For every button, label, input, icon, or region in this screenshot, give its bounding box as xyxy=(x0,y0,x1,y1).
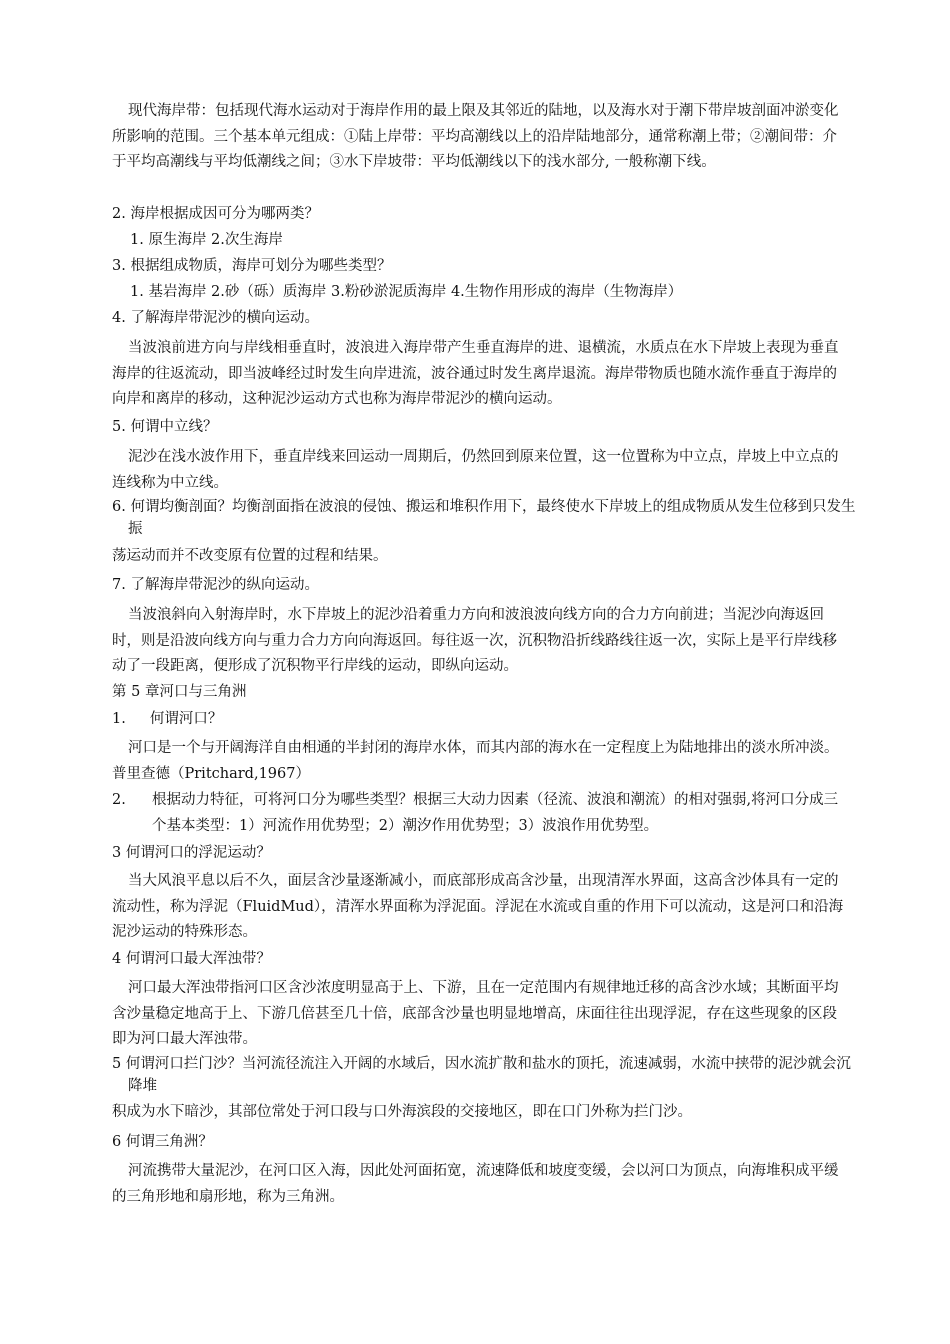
chapter-answer-4: 河口最大浑浊带指河口区含沙浓度明显高于上、下游，且在一定范围内有规律地迁移的高含沙水域；其断面平均含沙量稳定地高于上、下游几倍甚至几十倍，底部含沙量也明显地增高，床面往往出现浮泥，存在这些现象的区段即为河口最大浑浊带。 xyxy=(112,980,839,1047)
question-3: 3. 根据组成物质，海岸可划分为哪些类型？ xyxy=(112,258,392,274)
chapter-5-heading: 第 5 章河口与三角洲 xyxy=(112,684,247,700)
chapter-question-2-number: 2. xyxy=(112,792,126,808)
chapter-answer-3: 当大风浪平息以后不久，面层含沙量逐渐减小，而底部形成高含沙量，出现清浑水界面，这高含沙体具有一定的流动性，称为浮泥（FluidMud），清浑水界面称为浮泥面。浮泥在水流或自重的作用下可以流动，这是河口和沿海泥沙运动的特殊形态。 xyxy=(112,873,844,940)
answer-2: 1. 原生海岸 2.次生海岸 xyxy=(130,232,283,248)
chapter-question-4: 4 何谓河口最大浑浊带？ xyxy=(112,951,271,967)
intro-paragraph: 现代海岸带：包括现代海水运动对于海岸作用的最上限及其邻近的陆地，以及海水对于潮下带岸坡剖面冲淤变化所影响的范围。三个基本单元组成：①陆上岸带：平均高潮线以上的沿岸陆地部分，通常称潮上带；②潮间带：介于平均高潮线与平均低潮线之间；③水下岸坡带：平均低潮线以下的浅水部分, 一般称潮下线。 xyxy=(112,103,839,170)
chapter-answer-6: 河流携带大量泥沙，在河口区入海，因此处河面拓宽，流速降低和坡度变缓，会以河口为顶点，向海堆积成平缓的三角形地和扇形地，称为三角洲。 xyxy=(112,1163,839,1205)
question-4: 4. 了解海岸带泥沙的横向运动。 xyxy=(112,310,319,326)
chapter-answer-1: 河口是一个与开阔海洋自由相通的半封闭的海岸水体，而其内部的海水在一定程度上为陆地排出的淡水所冲淡。普里查德（Pritchard,1967） xyxy=(112,740,839,782)
answer-4: 当波浪前进方向与岸线相垂直时，波浪进入海岸带产生垂直海岸的进、退横流，水质点在水下岸坡上表现为垂直海岸的往返流动，即当波峰经过时发生向岸进流，波谷通过时发生离岸退流。海岸带物质也随水流作垂直于海岸的向岸和离岸的移动，这种泥沙运动方式也称为海岸带泥沙的横向运动。 xyxy=(112,340,839,407)
answer-7: 当波浪斜向入射海岸时，水下岸坡上的泥沙沿着重力方向和波浪波向线方向的合力方向前进；当泥沙向海返回时，则是沿波向线方向与重力合力方向向海返回。每往返一次，沉积物沿折线路线往返一次，实际上是平行岸线移动了一段距离，便形成了沉积物平行岸线的运动，即纵向运动。 xyxy=(112,607,837,674)
question-2: 2. 海岸根据成因可分为哪两类？ xyxy=(112,206,319,222)
chapter-question-1 xyxy=(112,708,844,730)
chapter-question-5-continuation: 积成为水下暗沙，其部位常处于河口段与口外海滨段的交接地区，即在口门外称为拦门沙。 xyxy=(112,1104,692,1120)
chapter-question-6: 6 何谓三角洲？ xyxy=(112,1134,213,1150)
question-6: 6. 何谓均衡剖面？均衡剖面指在波浪的侵蚀、搬运和堆积作用下，最终使水下岸坡上的组成物质从发生位移到只发生振 xyxy=(112,499,856,537)
chapter-question-1-number: 1. xyxy=(112,711,126,727)
chapter-question-1-text: 何谓河口？ xyxy=(149,711,223,727)
question-6-continuation: 荡运动而并不改变原有位置的过程和结果。 xyxy=(112,548,388,564)
answer-3: 1. 基岩海岸 2.砂（砾）质海岸 3.粉砂淤泥质海岸 4.生物作用形成的海岸（生物海岸） xyxy=(130,284,683,300)
question-7: 7. 了解海岸带泥沙的纵向运动。 xyxy=(112,577,319,593)
chapter-question-5: 5 何谓河口拦门沙？当河流径流注入开阔的水域后，因水流扩散和盐水的顶托，流速减弱，水流中挟带的泥沙就会沉降堆 xyxy=(112,1056,851,1094)
answer-5: 泥沙在浅水波作用下，垂直岸线来回运动一周期后，仍然回到原来位置，这一位置称为中立点，岸坡上中立点的连线称为中立线。 xyxy=(112,449,839,491)
chapter-question-3: 3 何谓河口的浮泥运动？ xyxy=(112,845,271,861)
question-5: 5. 何谓中立线？ xyxy=(112,419,218,435)
chapter-question-2 xyxy=(112,788,844,839)
chapter-question-2-text: 根据动力特征，可将河口分为哪些类型？根据三大动力因素（径流、波浪和潮流）的相对强弱,将河口分成三个基本类型：1）河流作用优势型；2）潮汐作用优势型；3）波浪作用优势型。 xyxy=(152,792,839,834)
